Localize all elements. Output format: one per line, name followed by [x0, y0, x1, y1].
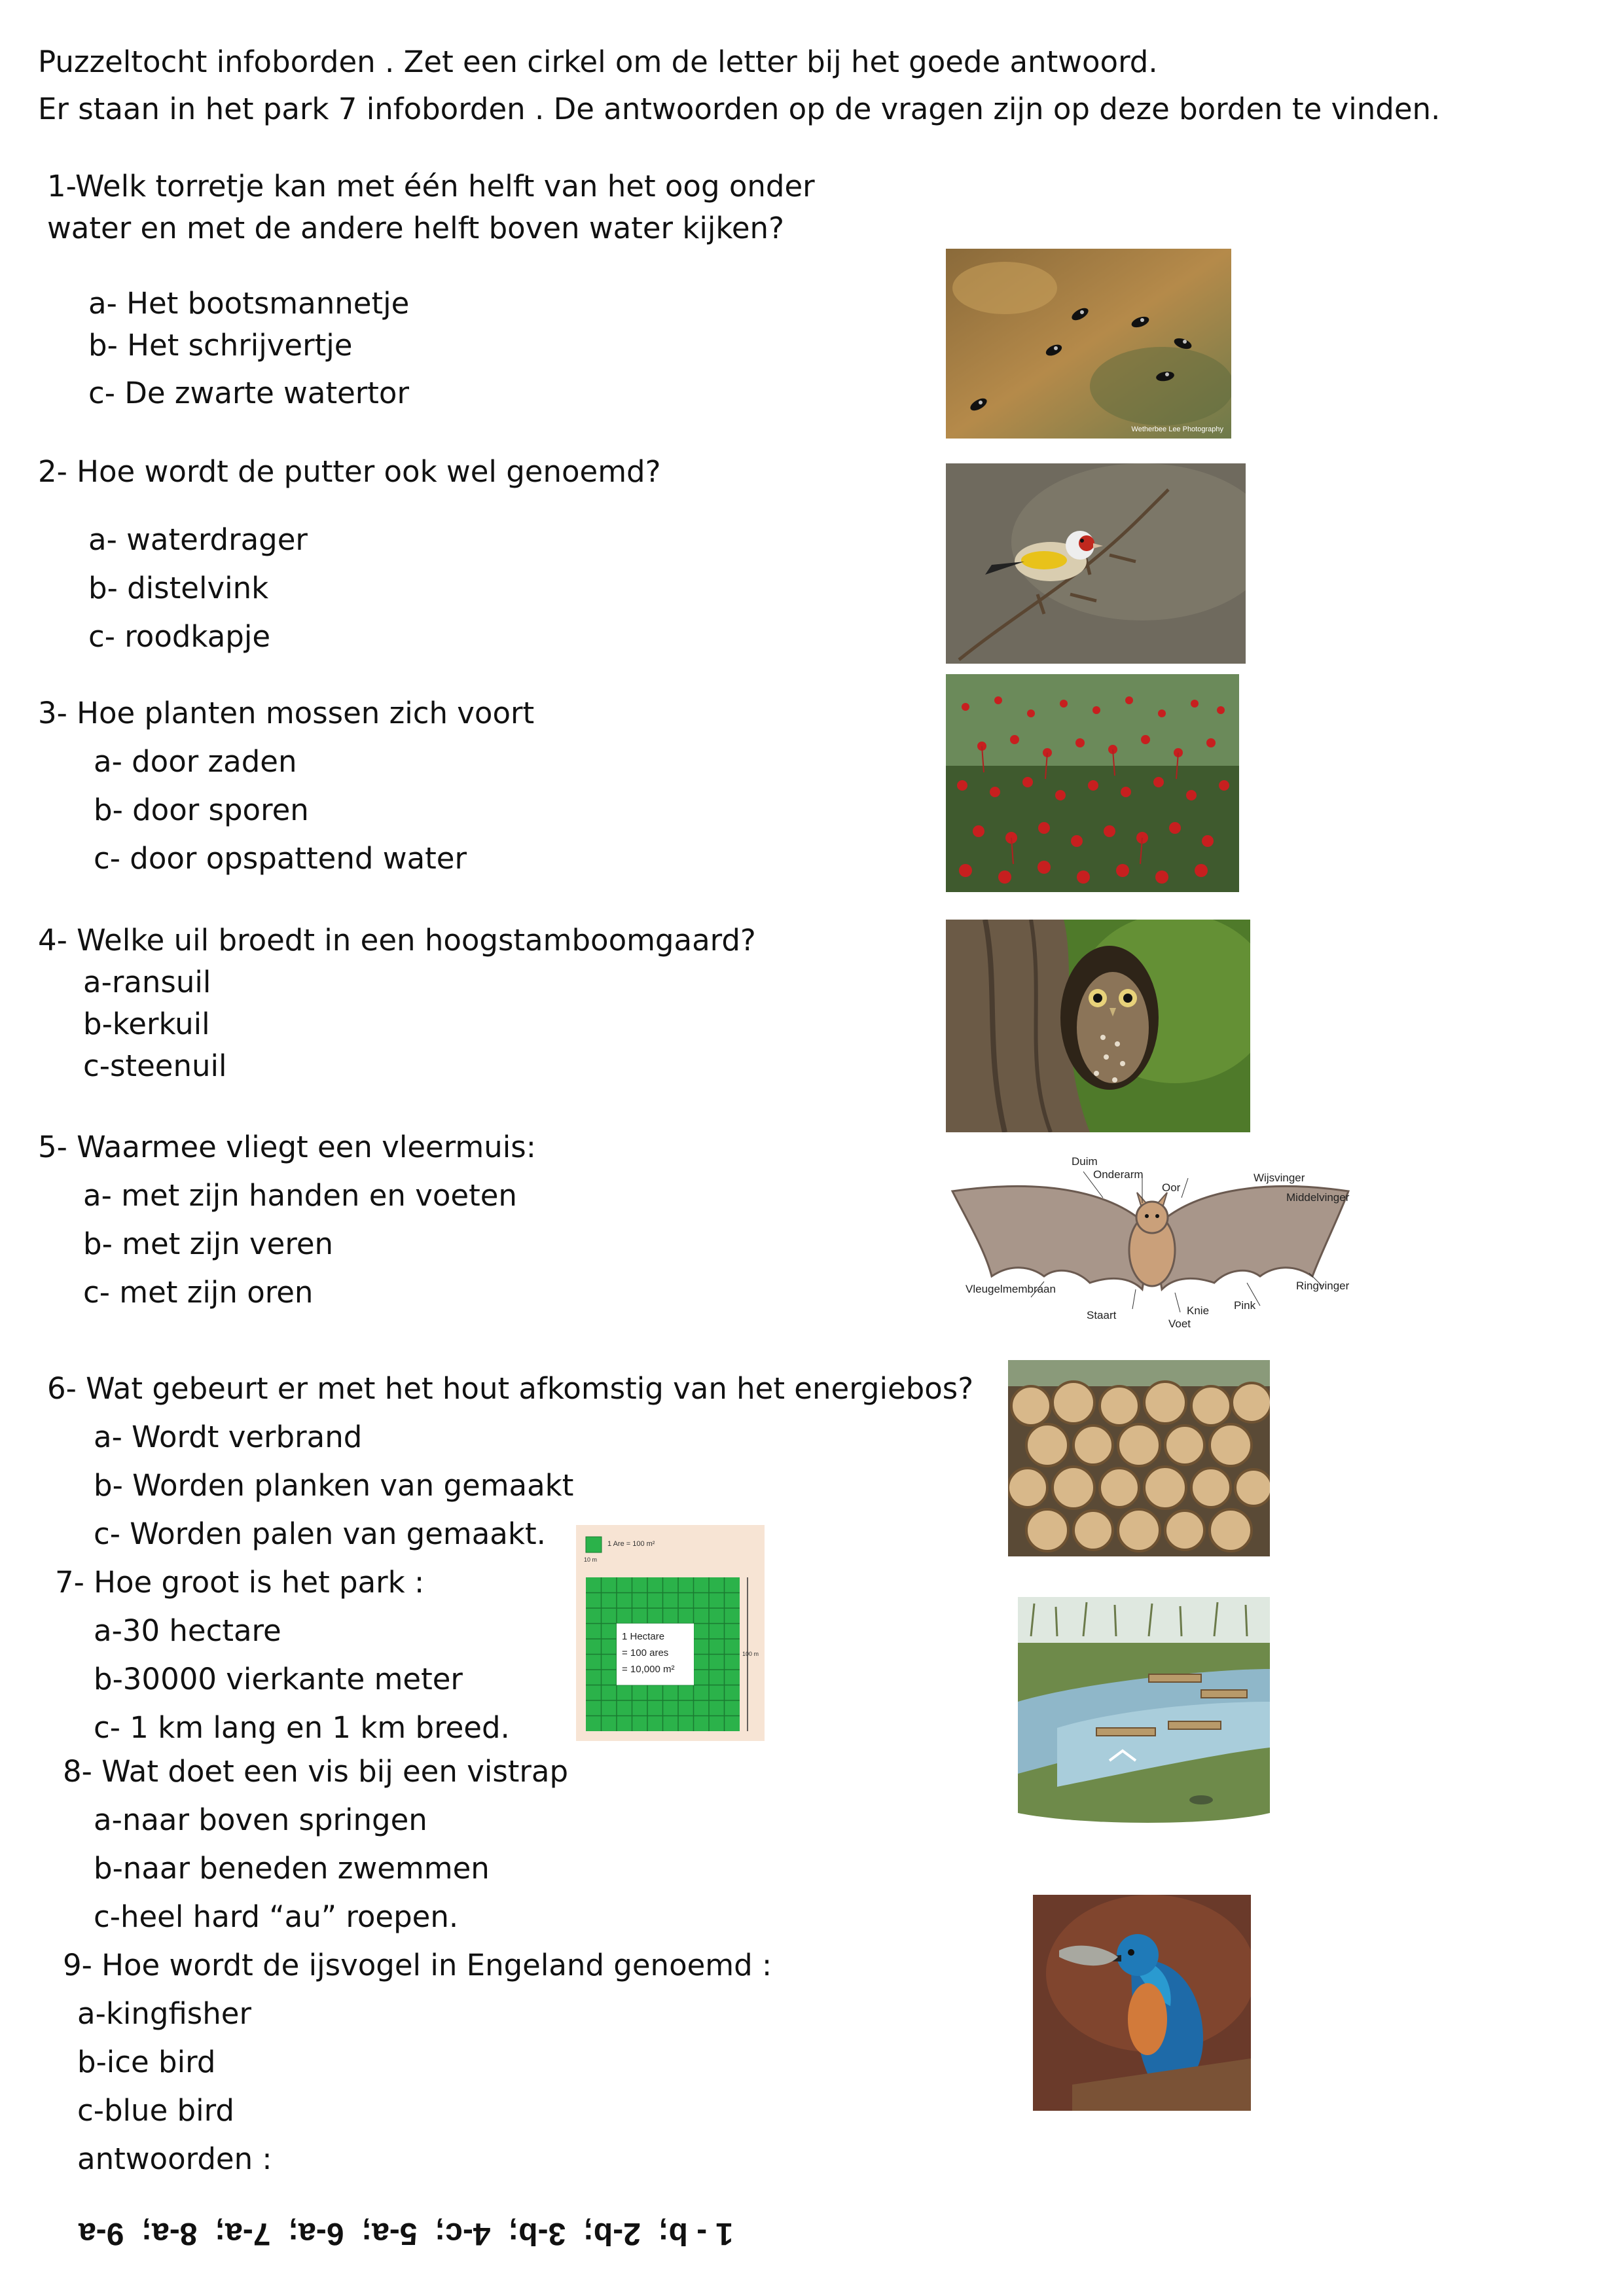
wood-logs-photo [1008, 1360, 1270, 1556]
question-6: 6- Wat gebeurt er met het hout afkomstig van het energiebos? [47, 1371, 974, 1406]
answer-5b[interactable]: b- met zijn veren [83, 1227, 334, 1261]
answer-2b[interactable]: b- distelvink [88, 571, 269, 605]
question-1-line-2: water en met de andere helft boven water kijken? [47, 211, 784, 245]
answer-3a[interactable]: a- door zaden [94, 744, 297, 779]
question-2: 2- Hoe wordt de putter ook wel genoemd? [38, 454, 661, 489]
moss-photo [946, 674, 1239, 892]
bat-label-middelvinger: Middelvinger [1286, 1191, 1350, 1204]
hectare-label-2: = 100 ares [622, 1647, 669, 1659]
bat-label-duim: Duim [1072, 1155, 1098, 1168]
bat-label-wijsvinger: Wijsvinger [1254, 1172, 1305, 1184]
answer-5a[interactable]: a- met zijn handen en voeten [83, 1178, 517, 1213]
answer-5c[interactable]: c- met zijn oren [83, 1275, 314, 1310]
question-5: 5- Waarmee vliegt een vleermuis: [38, 1130, 536, 1164]
answer-3b[interactable]: b- door sporen [94, 793, 309, 827]
question-8: 8- Wat doet een vis bij een vistrap [63, 1754, 569, 1789]
little-owl-photo [946, 920, 1250, 1132]
hectare-label-1: 1 Hectare [622, 1631, 665, 1642]
answer-7b[interactable]: b-30000 vierkante meter [94, 1662, 463, 1696]
instruction-line-2: Er staan in het park 7 infoborden . De antwoorden op de vragen zijn op deze borden te vinden. [38, 92, 1441, 126]
goldfinch-photo [946, 463, 1246, 664]
water-beetles-photo [946, 249, 1231, 439]
hundred-m-label: 100 m [742, 1651, 759, 1657]
answer-7c[interactable]: c- 1 km lang en 1 km breed. [94, 1710, 510, 1745]
answer-8b[interactable]: b-naar beneden zwemmen [94, 1851, 490, 1886]
question-3: 3- Hoe planten mossen zich voort [38, 696, 535, 730]
question-1-line-1: 1-Welk torretje kan met één helft van het oog onder [47, 169, 815, 204]
hectare-label-3: = 10,000 m² [622, 1664, 675, 1675]
are-label: 1 Are = 100 m² [607, 1540, 655, 1548]
kingfisher-photo [1033, 1895, 1251, 2111]
answer-6b[interactable]: b- Worden planken van gemaakt [94, 1468, 574, 1503]
answer-2c[interactable]: c- roodkapje [88, 619, 271, 654]
answer-4b[interactable]: b-kerkuil [83, 1007, 210, 1041]
answer-8a[interactable]: a-naar boven springen [94, 1803, 427, 1837]
ten-m-label: 10 m [584, 1556, 598, 1563]
answer-9c[interactable]: c-blue bird [77, 2093, 234, 2128]
answer-6c[interactable]: c- Worden palen van gemaakt. [94, 1516, 546, 1551]
fish-ladder-drawing [1018, 1597, 1270, 1842]
question-9: 9- Hoe wordt de ijsvogel in Engeland genoemd : [63, 1948, 772, 1982]
bat-label-oor: Oor [1162, 1181, 1181, 1194]
question-4: 4- Welke uil broedt in een hoogstamboomgaard? [38, 923, 756, 958]
hectare-diagram [576, 1525, 765, 1741]
question-7: 7- Hoe groot is het park : [55, 1565, 425, 1600]
bat-label-voet: Voet [1168, 1318, 1191, 1330]
answer-1c[interactable]: c- De zwarte watertor [88, 376, 409, 410]
bat-label-ringvinger: Ringvinger [1296, 1280, 1350, 1292]
answers-label: antwoorden : [77, 2142, 272, 2176]
bat-label-onderarm: Onderarm [1093, 1168, 1144, 1181]
answer-1b[interactable]: b- Het schrijvertje [88, 328, 353, 363]
answer-6a[interactable]: a- Wordt verbrand [94, 1420, 363, 1454]
answer-9a[interactable]: a-kingfisher [77, 1996, 251, 2031]
photo-credit: Wetherbee Lee Photography [1131, 425, 1223, 433]
bat-label-pink: Pink [1234, 1299, 1256, 1312]
answer-8c[interactable]: c-heel hard “au” roepen. [94, 1899, 459, 1934]
answer-1a[interactable]: a- Het bootsmannetje [88, 286, 410, 321]
bat-label-staart: Staart [1087, 1309, 1117, 1321]
upside-down-answer-key: 1 - b; 2-b; 3-b; 4-c; 5-a; 6-a; 7-a; 8-a; 9-a [79, 2216, 734, 2251]
answer-2a[interactable]: a- waterdrager [88, 522, 308, 557]
bat-label-vleugelmembraan: Vleugelmembraan [965, 1283, 1056, 1295]
answer-4c[interactable]: c-steenuil [83, 1049, 227, 1083]
answer-7a[interactable]: a-30 hectare [94, 1613, 281, 1648]
answer-4a[interactable]: a-ransuil [83, 965, 211, 999]
bat-diagram [946, 1152, 1358, 1335]
answer-3c[interactable]: c- door opspattend water [94, 841, 467, 876]
answer-9b[interactable]: b-ice bird [77, 2045, 216, 2079]
bat-label-knie: Knie [1187, 1304, 1210, 1317]
instruction-line-1: Puzzeltocht infoborden . Zet een cirkel om de letter bij het goede antwoord. [38, 45, 1158, 79]
